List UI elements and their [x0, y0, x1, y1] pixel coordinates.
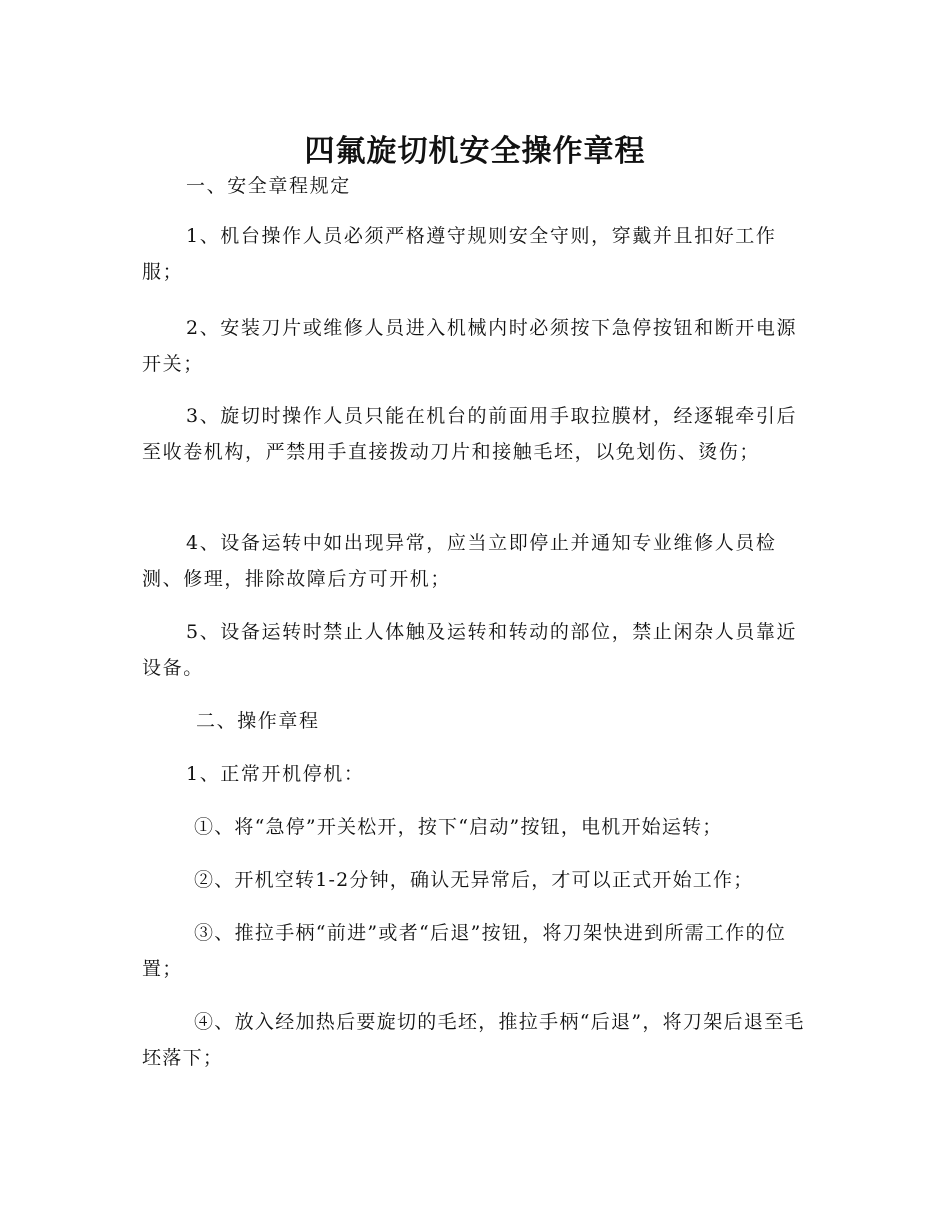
operation-step-1: ①、将“急停”开关松开，按下“启动”按钮，电机开始运转； [194, 816, 723, 838]
safety-rule-2: 2、安装刀片或维修人员进入机械内时必须按下急停按钮和断开电源开关； [142, 317, 798, 375]
operation-step-3: ③、推拉手柄“前进”或者“后退”按钮，将刀架快进到所需工作的位置； [142, 922, 787, 980]
safety-rule-5: 5、设备运转时禁止人体触及运转和转动的部位，禁止闲杂人员靠近设备。 [142, 621, 798, 679]
section-heading-safety: 一、安全章程规定 [186, 175, 351, 197]
operation-step-4: ④、放入经加热后要旋切的毛坯，推拉手柄“后退”，将刀架后退至毛坯落下； [142, 1011, 805, 1069]
document-title: 四氟旋切机安全操作章程 [304, 134, 646, 170]
operation-step-2: ②、开机空转1-2分钟，确认无异常后，才可以正式开始工作； [194, 869, 754, 891]
operation-subheading: 1、正常开机停机： [186, 763, 365, 785]
section-heading-operation: 二、操作章程 [196, 710, 320, 732]
safety-rule-1: 1、机台操作人员必须严格遵守规则安全守则，穿戴并且扣好工作服； [142, 225, 777, 283]
safety-rule-3: 3、旋切时操作人员只能在机台的前面用手取拉膜材，经逐辊牵引后至收卷机构，严禁用手直接拨动刀片和接触毛坯，以免划伤、烫伤； [142, 405, 798, 463]
safety-rule-4: 4、设备运转中如出现异常，应当立即停止并通知专业维修人员检测、修理，排除故障后方可开机； [142, 532, 777, 590]
